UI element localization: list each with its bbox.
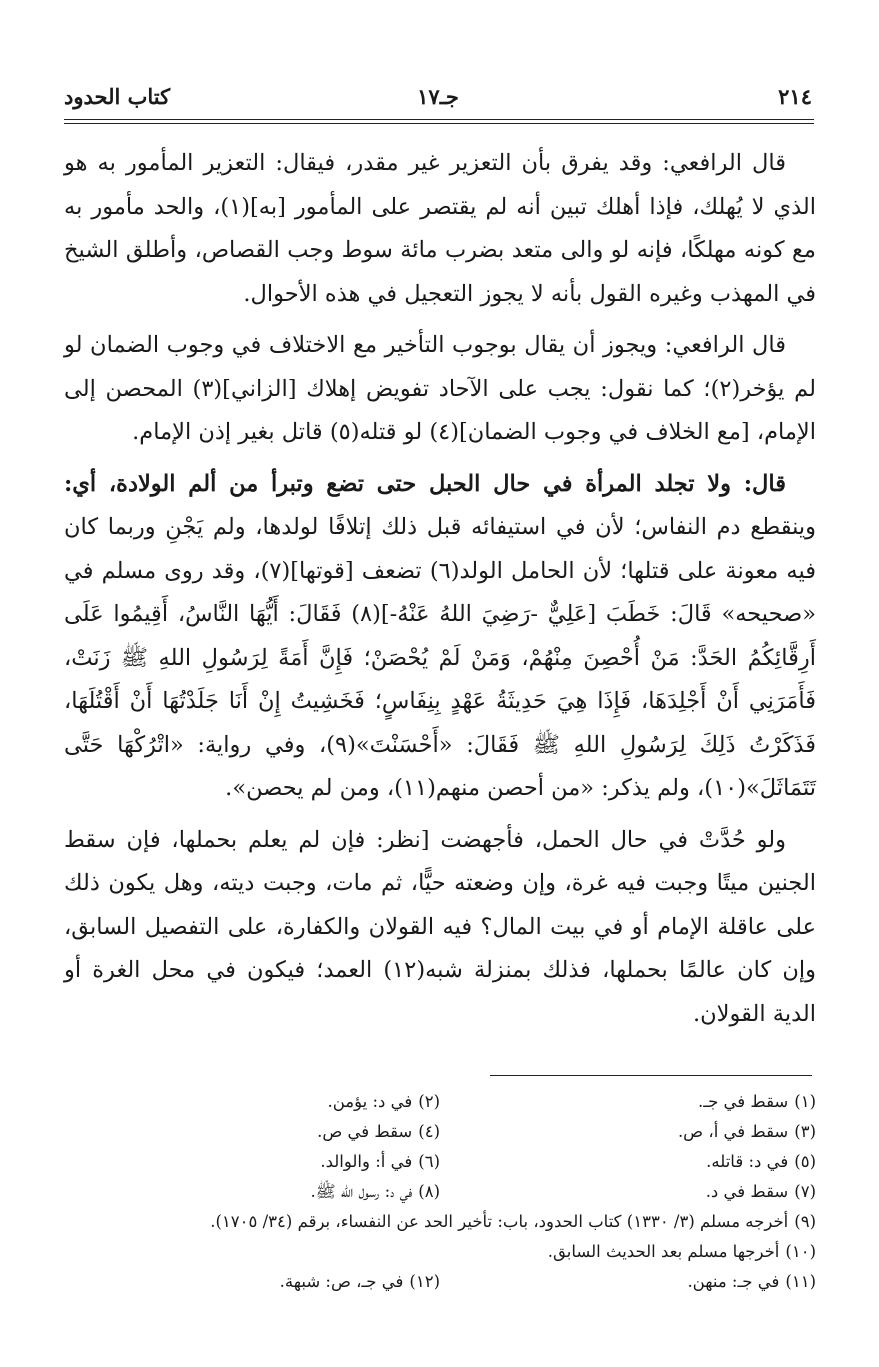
footnote-10: [64, 1237, 816, 1267]
header-rule: [64, 119, 814, 120]
footnote-number: (١١): [785, 1272, 816, 1291]
footnote-text: سقط في ص.: [317, 1122, 413, 1141]
footnote-1: [440, 1087, 816, 1117]
footnote-number: (٣): [794, 1122, 816, 1141]
footnote-7: [440, 1177, 816, 1207]
footnote-row: [64, 1147, 816, 1177]
footnote-text: في د: قاتله.: [706, 1152, 789, 1171]
footnote-5: [440, 1147, 816, 1177]
running-header: [64, 84, 812, 114]
footnote-9: [64, 1207, 816, 1237]
footnote-number: (٤): [418, 1122, 440, 1141]
footnote-text: في أ: والوالد.: [320, 1152, 413, 1171]
footnote-text: في جـ: منهن.: [687, 1272, 780, 1291]
footnote-number: (٥): [794, 1152, 816, 1171]
footnote-12: [64, 1267, 440, 1297]
footnote-number: (١٢): [409, 1272, 440, 1291]
footnote-text: في جـ، ص: شبهة.: [279, 1272, 404, 1291]
footnote-6: [64, 1147, 440, 1177]
page-number: ٢١٤: [778, 84, 812, 109]
footnote-8: [64, 1177, 440, 1207]
footnote-number: (٢): [418, 1092, 440, 1111]
footnote-row: [64, 1117, 816, 1147]
footnote-number: (٦): [418, 1152, 440, 1171]
footnote-text: سقط في أ، ص.: [677, 1122, 789, 1141]
footnote-rule: [490, 1075, 812, 1076]
footnotes: [64, 1087, 816, 1297]
footnote-4: [64, 1117, 440, 1147]
footnote-text: سقط في د.: [705, 1182, 789, 1201]
footnote-number: (٧): [794, 1182, 816, 1201]
footnote-row: [64, 1087, 816, 1117]
footnote-row: [64, 1267, 816, 1297]
footnote-text: سقط في جـ.: [698, 1092, 789, 1111]
footnote-2: [64, 1087, 440, 1117]
footnote-row: [64, 1177, 816, 1207]
footnote-text: أخرجه مسلم (٣/ ١٣٣٠) كتاب الحدود، باب: تأخير الحد عن النفساء، برقم (٣٤/ ١٧٠٥).: [210, 1212, 789, 1231]
footnote-number: (١٠): [785, 1242, 816, 1261]
book-title: كتاب الحدود: [64, 84, 171, 109]
footnote-3: [440, 1117, 816, 1147]
footnote-text: في د: رسول الله ﷺ.: [310, 1182, 413, 1201]
footnote-text: أخرجها مسلم بعد الحديث السابق.: [547, 1242, 780, 1261]
bold-lead: قال: ولا تجلد المرأة في حال الحبل حتى تضع وتبرأ من ألم الولادة، أي:: [64, 470, 786, 497]
paragraph-2: قال الرافعي: ويجوز أن يقال بوجوب التأخير مع الاختلاف في وجوب الضمان لو لم يؤخر(٢)؛ كما نقول: يجب على الآحاد تفويض إهلاك [الزاني](٣) المحصن إلى الإمام، [مع الخلاف في وجوب الضمان](٤) لو قتله(٥) قاتل بغير إذن الإمام.: [64, 332, 816, 445]
footnote-11: [440, 1267, 816, 1297]
volume-label: جـ١٧: [417, 84, 459, 109]
footnote-text: في د: يؤمن.: [327, 1092, 413, 1111]
paragraph-4: ولو حُدَّتْ في حال الحمل، فأجهضت [نظر: فإن لم يعلم بحملها، فإن سقط الجنين ميتًا وجبت فيه غرة، وإن وضعته حيًّا، ثم مات، وجبت ديته، وهل يكون ذلك على عاقلة الإمام أو في بيت المال؟ فيه القولان والكفارة، على التفصيل السابق، وإن كان عالمًا بحملها، فذلك بمنزلة شبه(١٢) العمد؛ فيكون في محل الغرة أو الدية القولان.: [64, 826, 816, 1027]
paragraph-1: قال الرافعي: وقد يفرق بأن التعزير غير مقدر، فيقال: التعزير المأمور به هو الذي لا يُهلك، فإذا أهلك تبين أنه لم يقتصر على المأمور [به](١)، والحد مأمور به مع كونه مهلكًا، فإنه لو والى متعد بضرب مائة سوط وجب القصاص، وأطلق الشيخ في المهذب وغيره القول بأنه لا يجوز التعجيل في هذه الأحوال.: [64, 150, 816, 307]
header-rule-inner: [64, 123, 814, 124]
paragraph-3-body: وينقطع دم النفاس؛ لأن في استيفائه قبل ذلك إتلافًا لولدها، ولم يَجْنِ وربما كان فيه معونة على قتلها؛ لأن الحامل الولد(٦) تضعف [قوتها](٧)، وقد روى مسلم في «صحيحه» قَالَ: خَطَبَ [عَلِيٌّ -رَضِيَ اللهُ عَنْهُ-](٨) فَقَالَ: أَيُّهَا النَّاسُ، أَقِيمُوا عَلَى أَرِقَّائِكُمُ الحَدَّ: مَنْ أُحْصِنَ مِنْهُمْ، وَمَنْ لَمْ يُحْصَنْ؛ فَإِنَّ أَمَةً لِرَسُولِ اللهِ ﷺ زَنَتْ، فَأَمَرَنِي أَنْ أَجْلِدَهَا، فَإِذَا هِيَ حَدِيثَةُ عَهْدٍ بِنِفَاسٍ؛ فَخَشِيتُ إِنْ أَنَا جَلَدْتُهَا أَنْ أَقْتُلَهَا، فَذَكَرْتُ ذَلِكَ لِرَسُولِ اللهِ ﷺ فَقَالَ: «أَحْسَنْتَ»(٩)، وفي رواية: «اتْرُكْهَا حَتَّى تَتَمَاثَلَ»(١٠)، ولم يذكر: «من أحصن منهم(١١)، ومن لم يحصن».: [64, 514, 816, 801]
paragraph-3: [64, 463, 816, 811]
footnote-number: (١): [794, 1092, 816, 1111]
footnote-number: (٨): [418, 1182, 440, 1201]
footnote-number: (٩): [794, 1212, 816, 1231]
main-text: [64, 142, 816, 1036]
